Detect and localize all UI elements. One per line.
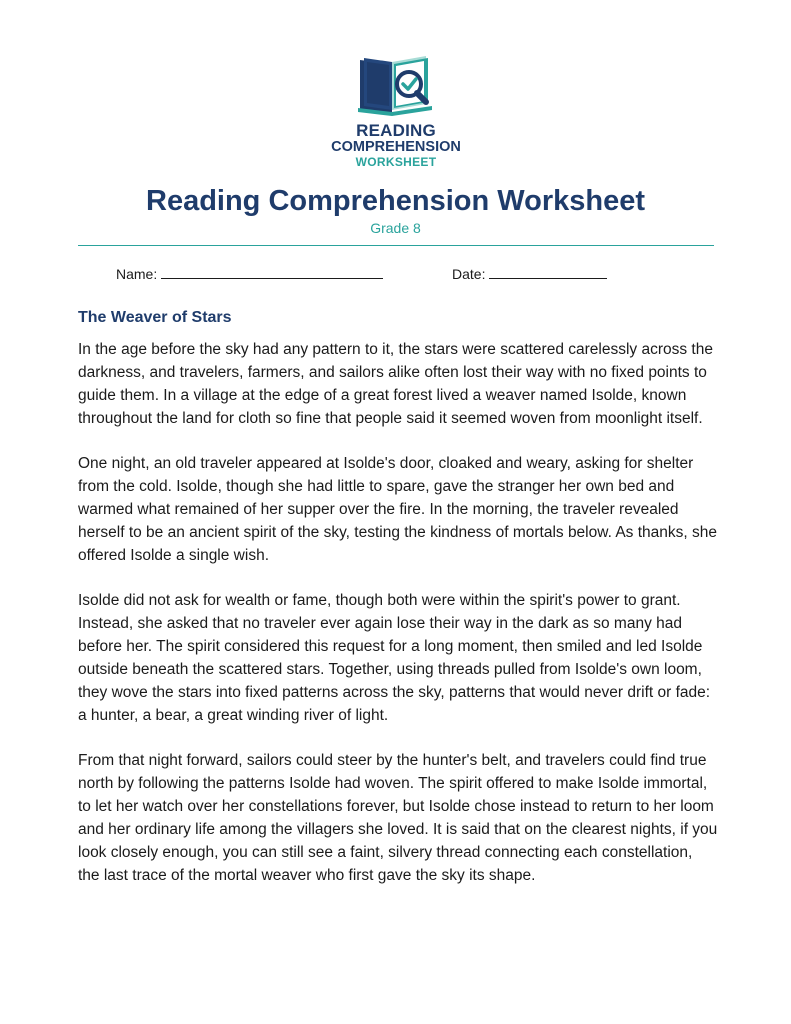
story-title: The Weaver of Stars [78,309,232,326]
page-title: Reading Comprehension Worksheet [146,185,645,217]
story-body [78,338,718,909]
date-input-line[interactable] [489,264,607,279]
date-label: Date: [452,266,486,282]
story-paragraph-2: One night, an old traveler appeared at Isolde's door, cloaked and weary, asking for shelter from the cold. Isolde, though she had little to spare, gave the stranger her own bed and warmed what remained of her supper over the fire. In the morning, the traveler revealed herself to be an ancient spirit of the sky, testing the kindness of mortals below. As thanks, she offered Isolde a single wish. [78,455,718,564]
logo-text-reading: READING [356,121,436,140]
date-field [452,264,607,283]
name-label: Name: [116,266,158,282]
open-book-magnifier-check-icon [354,54,438,120]
story-paragraph-1: In the age before the sky had any pattern to it, the stars were scattered carelessly across the darkness, and travelers, farmers, and sailors alike often lost their way with no fixed points to guide them. In a village at the edge of a great forest lived a weaver named Isolde, known throughout the land for cloth so fine that people said it seemed woven from moonlight itself. [78,341,713,427]
story-paragraph-4: From that night forward, sailors could steer by the hunter's belt, and travelers could find true north by following the patterns Isolde had woven. The spirit offered to make Isolde immortal, to let her watch over her constellations forever, but Isolde chose instead to return to her loom and her ordinary life among the villagers she loved. It is said that on the clearest nights, if you look closely enough, you can still see a faint, silvery thread connecting each constellation, the last trace of the mortal weaver who first gave the sky its shape. [78,752,718,884]
name-field [116,264,383,283]
logo-text-comprehension: COMPREHENSION [331,139,461,155]
story-paragraph-3: Isolde did not ask for wealth or fame, though both were within the spirit's power to grant. Instead, she asked that no traveler ever again lose their way in the dark as so many had before her. The spirit considered this request for a long moment, then smiled and led Isolde outside beneath the scattered stars. Together, using threads pulled from Isolde's own loom, they wove the stars into fixed patterns across the sky, patterns that would never drift or fade: a hunter, a bear, a great winding river of light. [78,592,711,724]
worksheet-logo [316,54,476,176]
grade-label: Grade 8 [370,220,421,236]
header-divider [78,245,714,246]
name-input-line[interactable] [161,264,383,279]
logo-text-worksheet: WORKSHEET [355,154,437,169]
